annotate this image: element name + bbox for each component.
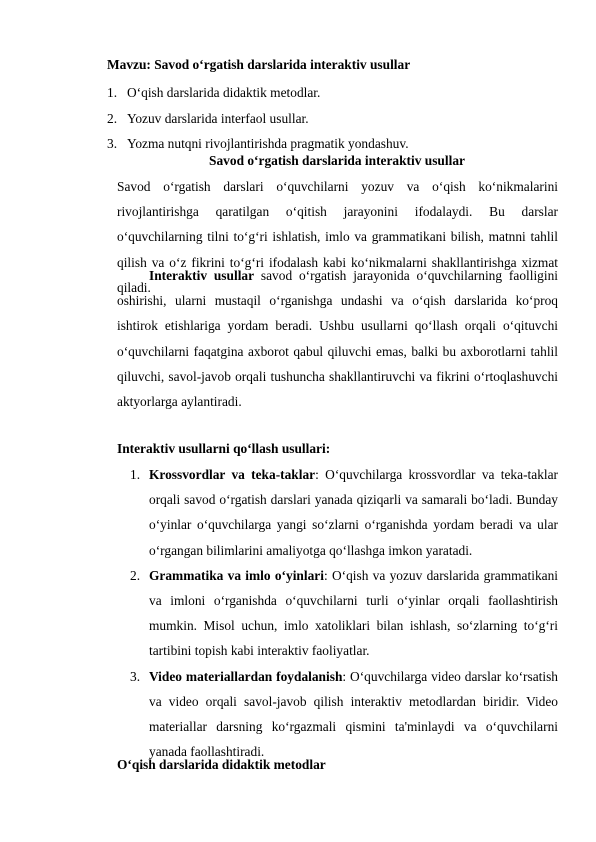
usage-subheading: Interaktiv usullarni qo‘llash usullari: (117, 441, 331, 456)
method-text: : O‘quvchilarga krossvordlar va teka-taklar orqali savod o‘rgatish darslari yanada qiziqarli va samarali bo‘ladi. Bunday o‘yinlar o‘quvchilarga yangi so‘zlarni o‘rganishda yordam beradi va ular o‘rgangan bilimlarini amaliyotga qo‘llashga imkon yaratadi. (149, 467, 559, 558)
method-title: Krossvordlar va teka-taklar (149, 467, 316, 482)
topic-title: Mavzu: Savod o‘rgatish darslarida interaktiv usullar (107, 57, 411, 72)
next-section-heading: O‘qish darslarida didaktik metodlar (117, 757, 326, 772)
method-item (117, 664, 558, 765)
plan-item (107, 80, 409, 106)
paragraph-bold-term: Interaktiv usullar (149, 268, 255, 283)
method-item (117, 563, 558, 664)
methods-list (117, 462, 558, 764)
plan-list (107, 80, 409, 157)
method-number: 3. (130, 668, 141, 684)
method-text: : O‘quvchilarga video darslar ko‘rsatish va video orqali savol-javob qilish interaktiv metodlardan biridir. Video materiallar darsning ko‘rgazmali qismini ta'minlaydi va o‘quvchilarni yanada faollashtiradi. (149, 668, 558, 760)
method-number: 2. (130, 567, 141, 583)
plan-item-text: Yozma nutqni rivojlantirishda pragmatik yondashuv. (127, 136, 409, 151)
plan-item (107, 106, 409, 132)
method-title: Video materiallardan foydalanish (149, 668, 343, 684)
plan-item-number: 3. (107, 136, 118, 151)
plan-item-number: 1. (107, 85, 118, 100)
plan-item-text: Yozuv darslarida interfaol usullar. (127, 110, 309, 126)
method-number: 1. (130, 467, 141, 482)
method-item (117, 462, 558, 563)
section-heading: Savod o‘rgatish darslarida interaktiv usullar (209, 153, 465, 168)
method-title: Grammatika va imlo o‘yinlari (149, 567, 324, 583)
intro-paragraph: Savod o‘rgatish darslari o‘quvchilarni yozuv va o‘qish ko‘nikmalarini rivojlantirishga qaratilgan o‘qitish jarayonini ifodalaydi. Bu darslar o‘quvchilarning tilni to‘g‘ri ishlatish, imlo va grammatikani bilish, matnni tahlil qilish va o‘z fikrini to‘g‘ri ifodalash kabi ko‘nikmalarni shakllantirishga xizmat qiladi. (117, 179, 558, 295)
plan-item-text: O‘qish darslarida didaktik metodlar. (127, 85, 321, 100)
interactive-methods-paragraph (117, 263, 558, 414)
plan-item-number: 2. (107, 110, 118, 126)
paragraph-body: savod o‘rgatish jarayonida o‘quvchilarning faolligini oshirishi, ularni mustaqil o‘rganishga undashi va o‘qish darslarida ko‘proq ishtirok etishlariga yordam beradi. Ushbu usullarni qo‘llash orqali o‘qituvchi o‘quvchilarni faqatgina axborot qabul qiluvchi emas, balki bu axborotlarni tahlil qiluvchi, savol-javob orqali tushuncha shakllantiruvchi va fikrini o‘rtoqlashuvchi aktyorlarga aylantiradi. (117, 268, 559, 410)
method-text: : O‘qish va yozuv darslarida grammatikani va imloni o‘rganishda o‘quvchilarni turli o‘yinlar orqali faollashtirish mumkin. Misol uchun, imlo xatoliklari bilan ishlash, so‘zlarning to‘g‘ri tartibini topish kabi interaktiv faoliyatlar. (149, 567, 559, 659)
